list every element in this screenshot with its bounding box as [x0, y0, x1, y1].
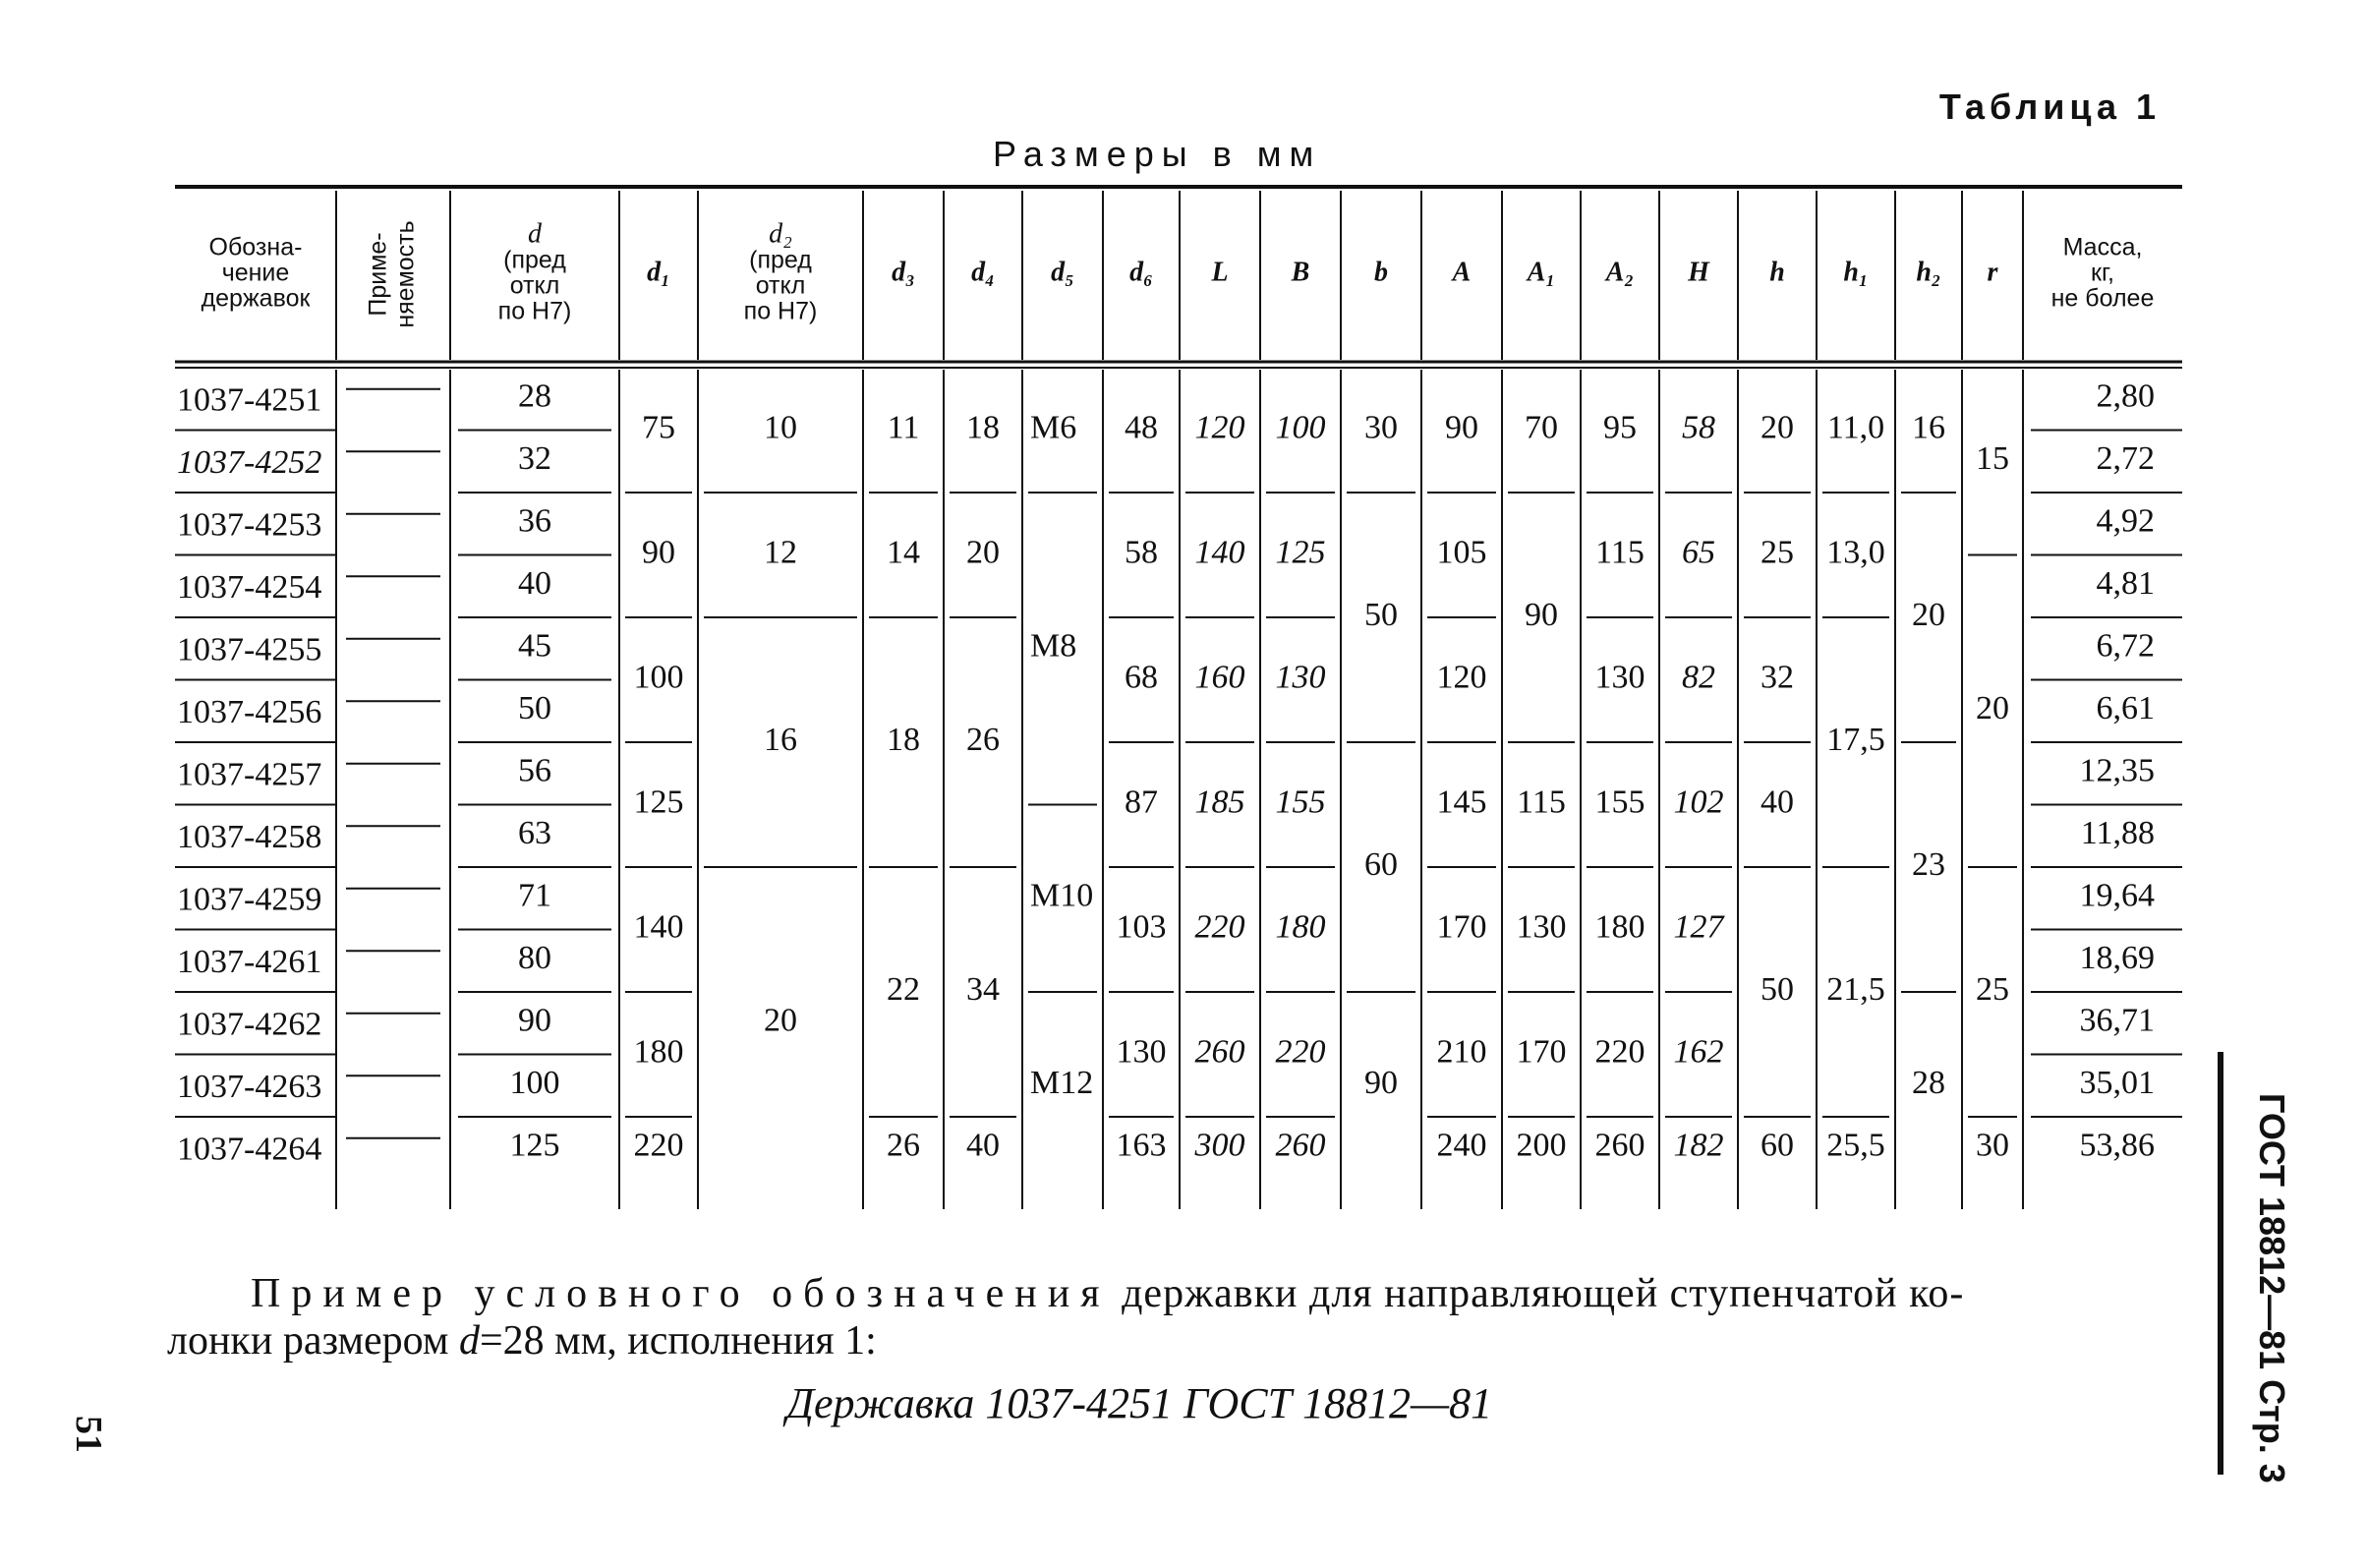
designation-cell: 1037-4262	[177, 1006, 322, 1043]
cell-r: 20	[1976, 690, 2009, 727]
cell-B: 220	[1275, 1033, 1326, 1071]
cell-A1: 70	[1525, 409, 1558, 446]
cell-A2: 115	[1595, 534, 1645, 571]
cell-A: 170	[1436, 908, 1487, 946]
header-text: H	[1688, 257, 1709, 288]
mass-cell: 53,86	[2079, 1127, 2155, 1164]
example-spaced-phrase: Пример условного обозначения	[251, 1271, 1111, 1316]
cell-d5: M10	[1030, 877, 1094, 914]
standard-side-label: ГОСТ 18812—81 Стр. 3	[2252, 1093, 2292, 1483]
cell-L: 220	[1194, 908, 1245, 946]
cell-A2: 155	[1594, 784, 1645, 821]
cell-h2: 20	[1912, 596, 1945, 633]
page-number: 51	[68, 1416, 109, 1453]
header-text: чение	[221, 259, 290, 287]
d-cell: 56	[518, 752, 551, 789]
cell-h1: 13,0	[1826, 534, 1885, 571]
header-text: A	[1452, 257, 1472, 288]
d-cell: 50	[518, 690, 551, 727]
d-cell: 36	[518, 502, 551, 540]
designation-cell: 1037-4251	[177, 381, 322, 419]
cell-d6: 130	[1116, 1033, 1167, 1071]
designation-cell: 1037-4255	[177, 631, 322, 668]
cell-A1: 200	[1516, 1127, 1567, 1164]
d-cell: 63	[518, 815, 551, 852]
cell-B: 155	[1275, 784, 1326, 821]
cell-L: 120	[1194, 409, 1245, 446]
cell-H: 182	[1673, 1127, 1724, 1164]
d-cell: 100	[509, 1065, 560, 1102]
cell-A: 210	[1436, 1033, 1487, 1071]
cell-d1: 75	[642, 409, 675, 446]
header-text: откл	[509, 271, 560, 300]
header-text: по Н7)	[743, 297, 818, 325]
header-text: A₁	[1527, 257, 1556, 288]
cell-d1: 140	[633, 908, 684, 946]
cell-H: 127	[1673, 908, 1724, 946]
cell-d2: 10	[764, 409, 797, 446]
cell-d6: 87	[1125, 784, 1158, 821]
header-text: d₆	[1129, 257, 1153, 288]
example-line-1-rest: державки для направляющей ступенчатой ко-	[1122, 1271, 1965, 1316]
cell-d3: 26	[887, 1127, 920, 1164]
header-text: B	[1291, 257, 1310, 288]
cell-L: 185	[1194, 784, 1245, 821]
cell-d4: 20	[966, 534, 1000, 571]
cell-d4: 34	[966, 970, 1000, 1008]
header-text: h₁	[1843, 257, 1869, 288]
header-text: d₄	[971, 257, 995, 288]
example-line-2-pre: лонки размером	[167, 1318, 449, 1364]
cell-h1: 25,5	[1826, 1127, 1885, 1164]
cell-d3: 22	[887, 970, 920, 1008]
cell-d6: 163	[1116, 1127, 1167, 1164]
cell-h: 50	[1761, 970, 1794, 1008]
header-text: державок	[201, 284, 311, 313]
mass-cell: 35,01	[2079, 1065, 2155, 1102]
cell-h2: 23	[1912, 845, 1945, 883]
d-cell: 40	[518, 565, 551, 603]
cell-d3: 18	[887, 721, 920, 758]
designation-cell: 1037-4263	[177, 1069, 322, 1106]
header-text: d₂	[769, 218, 792, 250]
cell-d6: 58	[1125, 534, 1158, 571]
cell-d4: 40	[966, 1127, 1000, 1164]
cell-L: 260	[1194, 1033, 1245, 1071]
cell-H: 82	[1682, 659, 1715, 696]
mass-cell: 6,72	[2096, 627, 2155, 665]
header-text: Приме-	[364, 232, 392, 317]
example-variable: d	[458, 1318, 480, 1364]
cell-A2: 260	[1594, 1127, 1645, 1164]
cell-d2: 20	[764, 1002, 797, 1039]
cell-B: 180	[1275, 908, 1326, 946]
side-rule	[2218, 1052, 2223, 1475]
mass-cell: 2,72	[2096, 440, 2155, 478]
mass-cell: 12,35	[2079, 752, 2155, 789]
cell-B: 100	[1275, 409, 1326, 446]
cell-d1: 180	[633, 1033, 684, 1071]
cell-b: 50	[1364, 596, 1398, 633]
d-cell: 90	[518, 1002, 551, 1039]
header-text: (пред	[503, 246, 566, 274]
cell-h1: 21,5	[1826, 970, 1885, 1008]
example-designation: Державка 1037-4251 ГОСТ 18812—81	[786, 1379, 1493, 1427]
designation-cell: 1037-4257	[177, 756, 322, 793]
cell-h: 32	[1761, 659, 1794, 696]
header-text: не более	[2050, 284, 2155, 313]
header-text: няемость	[391, 220, 420, 328]
cell-A2: 95	[1603, 409, 1637, 446]
cell-d4: 18	[966, 409, 1000, 446]
cell-B: 125	[1275, 534, 1326, 571]
cell-A: 105	[1436, 534, 1487, 571]
header-text: Обозна-	[208, 233, 303, 261]
header-applicability	[365, 220, 420, 327]
cell-A2: 180	[1594, 908, 1645, 946]
cell-H: 102	[1673, 784, 1724, 821]
example-line-2-post: =28 мм, исполнения 1:	[479, 1318, 877, 1364]
cell-h: 60	[1761, 1127, 1794, 1164]
mass-cell: 4,81	[2096, 565, 2155, 603]
example-text-line-2	[167, 1317, 877, 1365]
designation-cell: 1037-4252	[177, 444, 322, 482]
cell-d5: M6	[1030, 409, 1077, 446]
header-text: (пред	[749, 246, 812, 274]
cell-d6: 48	[1125, 409, 1158, 446]
header-text: r	[1987, 257, 1998, 288]
cell-H: 58	[1682, 409, 1715, 446]
cell-d4: 26	[966, 721, 1000, 758]
header-text: по Н7)	[497, 297, 572, 325]
mass-cell: 18,69	[2079, 940, 2155, 977]
cell-r: 15	[1976, 440, 2009, 478]
cell-A: 145	[1436, 784, 1487, 821]
cell-A1: 115	[1517, 784, 1566, 821]
d-cell: 125	[509, 1127, 560, 1164]
cell-d6: 68	[1125, 659, 1158, 696]
d-cell: 71	[518, 877, 551, 914]
cell-d5: M8	[1030, 627, 1077, 665]
cell-d2: 16	[764, 721, 797, 758]
header-text: d	[528, 218, 542, 250]
header-text: h₂	[1916, 257, 1941, 288]
d-cell: 80	[518, 940, 551, 977]
cell-L: 140	[1194, 534, 1245, 571]
cell-L: 160	[1194, 659, 1245, 696]
cell-B: 260	[1275, 1127, 1326, 1164]
designation-cell: 1037-4253	[177, 506, 322, 544]
cell-d1: 100	[633, 659, 684, 696]
designation-cell: 1037-4256	[177, 694, 322, 731]
cell-h: 25	[1761, 534, 1794, 571]
header-text: h	[1769, 257, 1785, 288]
designation-cell: 1037-4258	[177, 819, 322, 856]
cell-b: 30	[1364, 409, 1398, 446]
cell-d6: 103	[1116, 908, 1167, 946]
header-text: A₂	[1605, 257, 1635, 288]
mass-cell: 11,88	[2080, 815, 2155, 852]
mass-cell: 6,61	[2096, 690, 2155, 727]
designation-cell: 1037-4254	[177, 569, 322, 607]
cell-A: 120	[1436, 659, 1487, 696]
header-text: d₁	[647, 257, 670, 288]
cell-A2: 220	[1594, 1033, 1645, 1071]
header-text: Масса,	[2062, 233, 2143, 261]
cell-d3: 14	[887, 534, 920, 571]
table-title: Таблица 1	[1938, 87, 2161, 127]
cell-A1: 130	[1516, 908, 1567, 946]
header-text: кг,	[2091, 259, 2114, 287]
cell-A2: 130	[1594, 659, 1645, 696]
mass-cell: 4,92	[2096, 502, 2155, 540]
header-text: откл	[755, 271, 806, 300]
cell-A1: 170	[1516, 1033, 1567, 1071]
cell-d1: 125	[633, 784, 684, 821]
cell-h1: 17,5	[1826, 721, 1885, 758]
cell-h2: 16	[1912, 409, 1945, 446]
cell-d1: 220	[633, 1127, 684, 1164]
header-text: L	[1211, 257, 1229, 288]
cell-A: 90	[1445, 409, 1478, 446]
d-cell: 32	[518, 440, 551, 478]
designation-cell: 1037-4264	[177, 1131, 322, 1168]
cell-h1: 11,0	[1826, 409, 1885, 446]
example-text-line-1	[251, 1270, 1964, 1317]
cell-H: 65	[1682, 534, 1715, 571]
header-text: b	[1374, 257, 1388, 288]
mass-cell: 2,80	[2096, 377, 2155, 415]
cell-B: 130	[1275, 659, 1326, 696]
cell-A1: 90	[1525, 596, 1558, 633]
header-text: d₅	[1051, 257, 1074, 288]
designation-cell: 1037-4261	[177, 944, 322, 981]
designation-cell: 1037-4259	[177, 881, 322, 918]
cell-A: 240	[1436, 1127, 1487, 1164]
cell-h: 40	[1761, 784, 1794, 821]
header-text: d₃	[892, 257, 915, 288]
cell-d5: M12	[1030, 1065, 1094, 1102]
cell-h: 20	[1761, 409, 1794, 446]
cell-b: 90	[1364, 1065, 1398, 1102]
cell-h2: 28	[1912, 1065, 1945, 1102]
d-cell: 28	[518, 377, 551, 415]
cell-d3: 11	[887, 409, 920, 446]
cell-d1: 90	[642, 534, 675, 571]
cell-b: 60	[1364, 845, 1398, 883]
d-cell: 45	[518, 627, 551, 665]
cell-H: 162	[1673, 1033, 1724, 1071]
cell-d2: 12	[764, 534, 797, 571]
mass-cell: 19,64	[2079, 877, 2155, 914]
mass-cell: 36,71	[2079, 1002, 2155, 1039]
cell-L: 300	[1194, 1127, 1245, 1164]
cell-r: 30	[1976, 1127, 2009, 1164]
cell-r: 25	[1976, 970, 2009, 1008]
units-caption: Размеры в мм	[993, 134, 1322, 174]
